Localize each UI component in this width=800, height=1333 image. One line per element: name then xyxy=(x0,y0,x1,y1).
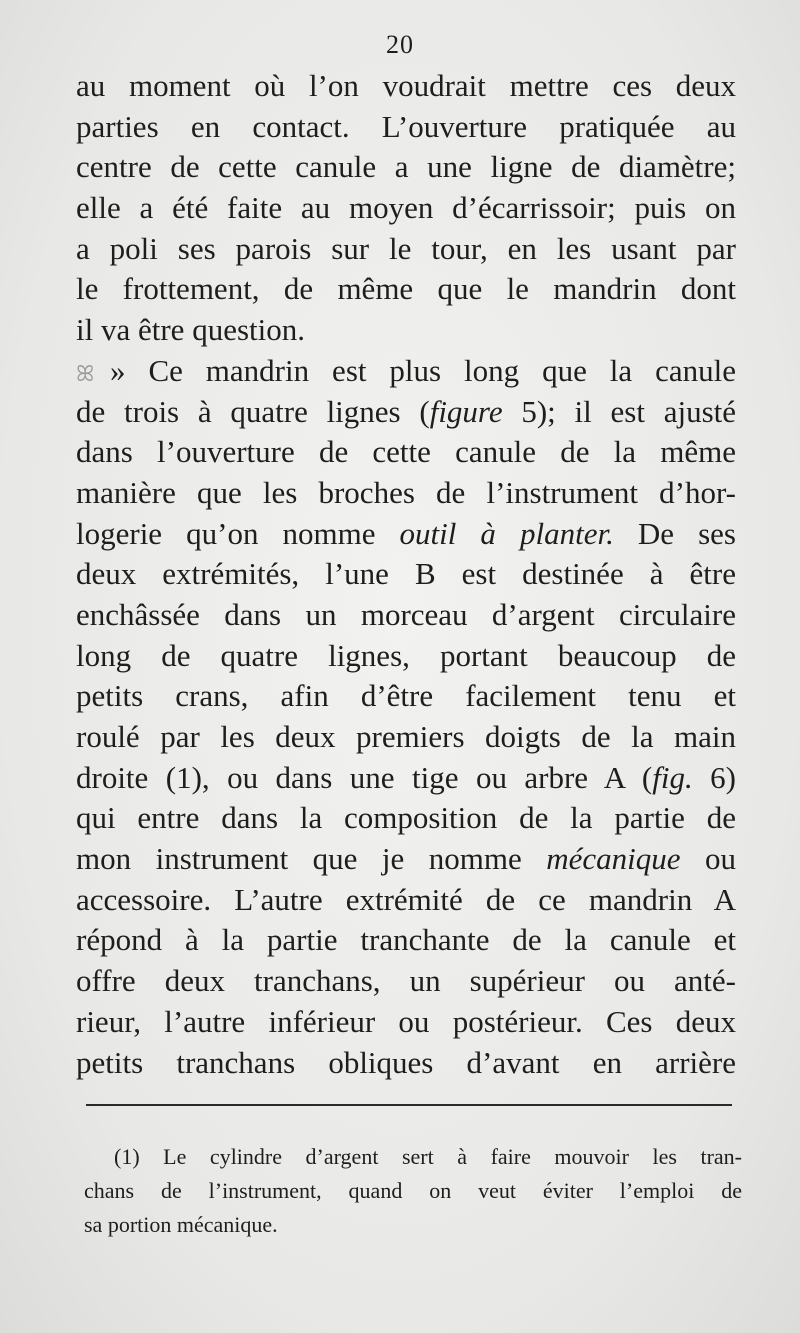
text-run: 6) xyxy=(692,759,736,795)
text-line xyxy=(76,351,736,392)
text-run: De ses xyxy=(613,515,736,551)
text-run: ou xyxy=(680,841,737,877)
text-run: 5); il est ajusté xyxy=(502,393,737,429)
footnote-divider xyxy=(86,1104,732,1106)
text-line: au moment où l’on voudrait mettre ces deux xyxy=(76,68,736,103)
italic-run: figure xyxy=(429,393,503,429)
body-text xyxy=(76,66,736,1083)
text-run: logerie qu’on nomme xyxy=(76,515,400,551)
text-line: deux extrémités, l’une B est destinée à être xyxy=(76,556,736,592)
text-line: enchâssée dans un morceau d’argent circulaire xyxy=(76,596,736,632)
footnote-line: sa portion mécanique. xyxy=(84,1212,278,1237)
text-line: parties en contact. L’ouverture pratiquée au xyxy=(76,108,736,144)
text-line: rieur, l’autre inférieur ou postérieur. Ces deux xyxy=(76,1003,736,1039)
text-line: a poli ses parois sur le tour, en les usant par xyxy=(76,230,736,266)
footnote xyxy=(84,1140,742,1242)
text-line xyxy=(76,514,736,555)
text-line: le frottement, de même que le mandrin dont xyxy=(76,271,736,307)
text-line: offre deux tranchans, un supérieur ou anté- xyxy=(76,963,736,999)
text-line: qui entre dans la composition de la partie de xyxy=(76,800,736,836)
text-line xyxy=(76,758,736,799)
page-number: 20 xyxy=(386,30,414,59)
italic-run: mécanique xyxy=(546,841,681,877)
text-line: manière que les broches de l’instrument d’hor- xyxy=(76,474,736,510)
paragraph-start: » Ce mandrin est plus long que la canule xyxy=(110,352,736,388)
text-line: dans l’ouverture de cette canule de la même xyxy=(76,434,736,470)
text-line: roulé par les deux premiers doigts de la main xyxy=(76,719,736,754)
text-line xyxy=(76,392,736,433)
text-line: long de quatre lignes, portant beaucoup de xyxy=(76,637,736,673)
italic-run: fig. xyxy=(652,759,693,795)
text-run: droite (1), ou dans une tige ou arbre A ( xyxy=(76,759,653,795)
text-line: accessoire. L’autre extrémité de ce mandrin A xyxy=(76,881,736,917)
text-run: de trois à quatre lignes ( xyxy=(76,393,430,429)
text-line: petits tranchans obliques d’avant en arrière xyxy=(76,1044,736,1080)
text-line: il va être question. xyxy=(76,312,305,348)
text-line: elle a été faite au moyen d’écarrissoir; puis on xyxy=(76,190,736,226)
text-line: centre de cette canule a une ligne de diamètre; xyxy=(76,149,736,185)
footnote-line: chans de l’instrument, quand on veut éviter l’emploi de xyxy=(84,1178,742,1203)
text-line xyxy=(76,839,736,880)
text-run: mon instrument que je nomme xyxy=(76,841,547,877)
footnote-line: (1) Le cylindre d’argent sert à faire mouvoir les tran- xyxy=(114,1144,742,1169)
italic-run: outil à planter. xyxy=(399,515,614,551)
text-line: petits crans, afin d’être facilement tenu et xyxy=(76,678,736,714)
text-line: répond à la partie tranchante de la canule et xyxy=(76,922,736,958)
ink-mark: ꕤ xyxy=(76,360,95,386)
